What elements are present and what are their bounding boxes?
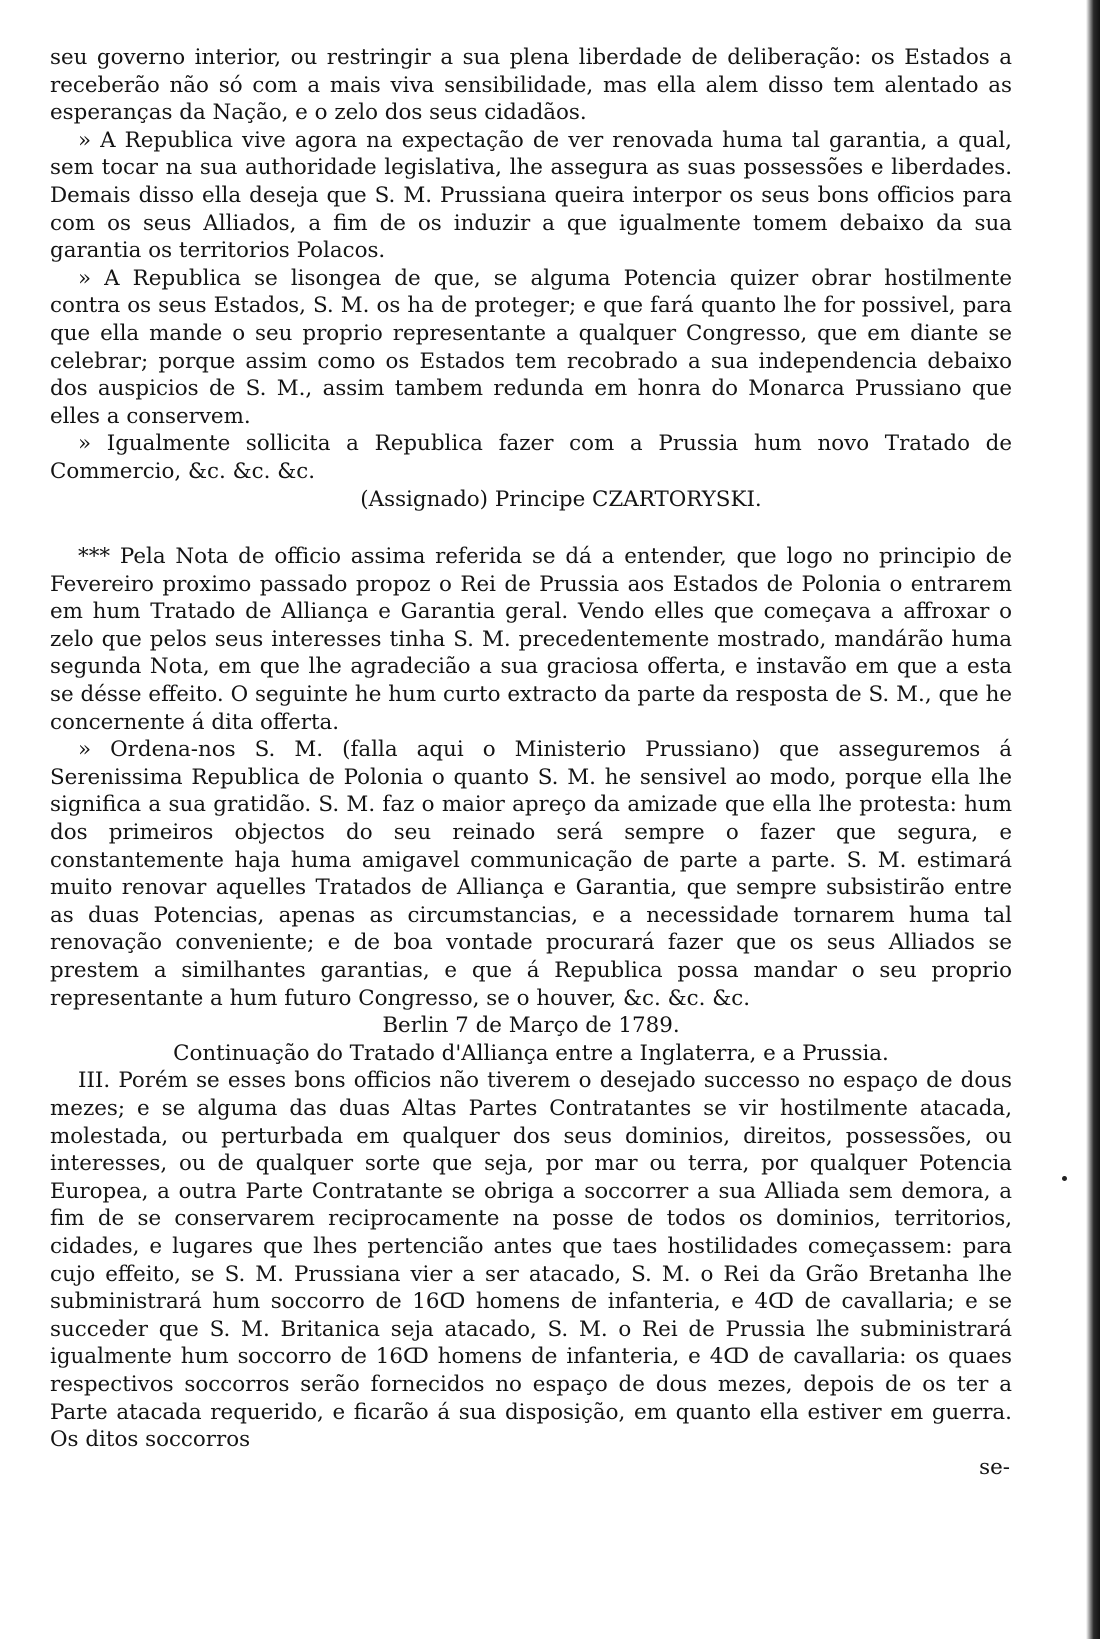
paragraph-tratado-commercio: » Igualmente sollicita a Republica fazer com a Prussia hum novo Tratado de Commercio, &c. &c. &c. xyxy=(50,431,1012,484)
paragraph-opening: seu governo interior, ou restringir a sua plena liberdade de deliberação: os Estados a receberão não só com a mais viva sensibilidade, mas ella alem disso tem alentado as esperanças da Nação, e o zelo dos seus cidadãos. xyxy=(50,45,1012,126)
paragraph-republica-garantia: » A Republica vive agora na expectação de ver renovada huma tal garantia, a qual, sem tocar na sua authoridade legislativa, lhe assegura as suas possessões e liberdades. Demais disso ella deseja que S. M. Prussiana queira interpor os seus bons officios para com os seus Alliados, a fim de os induzir a que igualmente tomem debaixo da sua garantia os territorios Polacos. xyxy=(50,127,1012,264)
paragraph-resposta-prussia: » Ordena-nos S. M. (falla aqui o Ministerio Prussiano) que asseguremos á Serenissima Republica de Polonia o quanto S. M. he sensivel ao modo, porque ella lhe significa a sua gratidão. S. M. faz o maior apreço da amizade que ella lhe protesta: hum dos primeiros objectos do seu reinado será sempre o fazer que segura, e constantemente haja huma amigavel communicação de parte a parte. S. M. estimará muito renovar aquelles Tratados de Alliança e Garantia, que sempre subsistirão entre as duas Potencias, apenas as circumstancias, e a necessidade tornarem huma tal renovação conveniente; e de boa vontade procurará fazer que os seus Alliados se prestem a similhantes garantias, e que á Republica possa mandar o seu proprio representante a hum futuro Congresso, se o houver, &c. &c. &c. xyxy=(50,737,1012,1011)
catchword: se- xyxy=(979,1454,1010,1480)
page-edge-shadow xyxy=(1086,0,1100,1639)
paragraph-republica-protecao: » A Republica se lisongea de que, se alguma Potencia quizer obrar hostilmente contra os seus Estados, S. M. os ha de proteger; e que fará quanto lhe for possivel, para que ella mande o seu proprio representante a qualquer Congresso, que em diante se celebrar; porque assim como os Estados tem recobrado a sua independencia debaixo dos auspicios de S. M., assim tambem redunda em honra do Monarca Prussiano que elles a conservem. xyxy=(50,265,1012,429)
section-heading-tratado: Continuação do Tratado d'Alliança entre a Inglaterra, e a Prussia. xyxy=(173,1040,889,1066)
signature-line: (Assignado) Principe CZARTORYSKI. xyxy=(360,486,762,512)
dateline-berlin: Berlin 7 de Março de 1789. xyxy=(382,1013,680,1039)
ink-speck xyxy=(1062,1176,1067,1181)
paragraph-editorial-note: *** Pela Nota de officio assima referida se dá a entender, que logo no principio de Fevereiro proximo passado propoz o Rei de Prussia aos Estados de Polonia o entrarem em hum Tratado de Alliança e Garantia geral. Vendo elles que começava a affroxar o zelo que pelos seus interesses tinha S. M. precedentemente mostrado, mandárão huma segunda Nota, em que lhe agradecião a sua graciosa offerta, e instavão em que a esta se désse effeito. O seguinte he hum curto extracto da parte da resposta de S. M., que he concernente á dita offerta. xyxy=(50,544,1012,735)
paragraph-article-iii: III. Porém se esses bons officios não tiverem o desejado successo no espaço de dous mezes; e se alguma das duas Altas Partes Contratantes se vir hostilmente atacada, molestada, ou perturbada em qualquer dos seus dominios, direitos, possessões, ou interesses, ou de qualquer sorte que seja, por mar ou terra, por qualquer Potencia Europea, a outra Parte Contratante se obriga a soccorrer a sua Alliada sem demora, a fim de se conservarem reciprocamente na posse de todos os dominios, territorios, cidades, e lugares que lhes pertencião antes que taes hostilidades começassem: para cujo effeito, se S. M. Prussiana vier a ser atacado, S. M. o Rei da Grão Bretanha lhe subministrará hum soccorro de 16ↀ homens de infanteria, e 4ↀ de cavallaria; e se succeder que S. M. Britanica seja atacado, S. M. o Rei de Prussia lhe subministrará igualmente hum soccorro de 16ↀ homens de infanteria, e 4ↀ de cavallaria: os quaes respectivos soccorros serão fornecidos no espaço de dous mezes, depois de os ter a Parte atacada requerido, e ficarão á sua disposição, em quanto ella estiver em guerra. Os ditos soccorros xyxy=(50,1068,1012,1453)
document-page xyxy=(50,44,1012,1481)
